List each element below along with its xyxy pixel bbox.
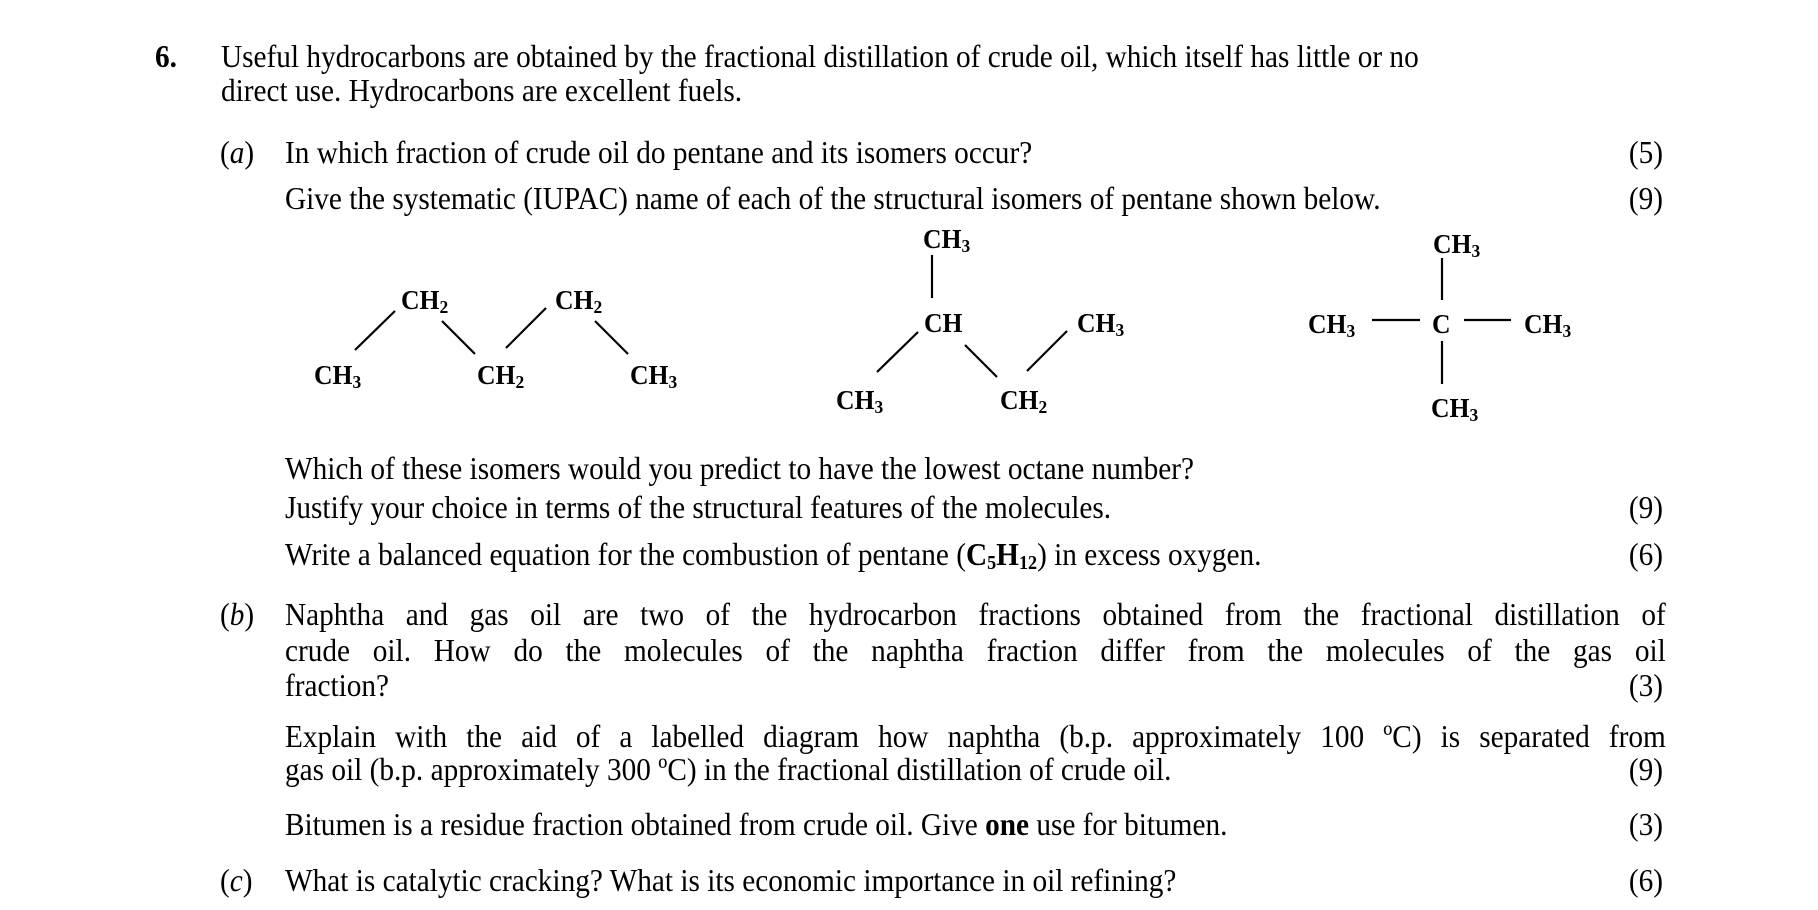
group-ch3-left: $CH_3$ (1308, 309, 1356, 342)
group-ch3-bottom-left: $CH_3$ (836, 385, 884, 418)
paren-close: ) (242, 862, 253, 898)
paren-close: ) (244, 596, 255, 632)
pentane-formula: $C_5H_{12}$ (965, 536, 1038, 574)
part-b-q3-marks: (3) (1628, 806, 1663, 842)
intro-line-2: direct use. Hydrocarbons are excellent fuels. (221, 72, 743, 108)
part-a-question-2: Give the systematic (IUPAC) name of each of the structural isomers of pentane shown below. (285, 180, 1381, 216)
group-ch3-top: $CH_3$ (923, 224, 971, 257)
question-number: 6. (155, 38, 177, 74)
group-ch2-bottom: $CH_2$ (477, 360, 525, 393)
paren-open: ( (220, 134, 230, 170)
paren-close: ) (244, 134, 255, 170)
group-ch3-top: $CH_3$ (1433, 229, 1481, 262)
part-a-q3-marks: (9) (1628, 489, 1663, 525)
part-a-question-3-line-2: Justify your choice in terms of the structural features of the molecules. (285, 489, 1112, 525)
group-ch2-top-2: $CH_2$ (555, 285, 603, 318)
part-b-question-1-line-2: crude oil. How do the molecules of the naphtha fraction differ from the molecules of the gas oil (285, 632, 1666, 668)
part-a-label (220, 136, 254, 168)
part-a-question-1: In which fraction of crude oil do pentane and its isomers occur? (285, 134, 1033, 170)
part-letter: c (229, 862, 243, 898)
part-letter: b (229, 596, 245, 632)
q4-text-post: ) in excess oxygen. (1037, 536, 1262, 572)
part-b-label (220, 598, 254, 630)
intro-line-1: Useful hydrocarbons are obtained by the fractional distillation of crude oil, which itself has little or no (221, 38, 1419, 74)
part-b-q1-marks: (3) (1628, 667, 1663, 703)
group-ch3-right: $CH_3$ (1524, 309, 1572, 342)
group-ch3-left: $CH_3$ (314, 360, 362, 393)
q4-text-pre: Write a balanced equation for the combustion of pentane ( (285, 536, 966, 572)
part-a-question-3-line-1: Which of these isomers would you predict to have the lowest octane number? (285, 450, 1195, 486)
part-c-label (220, 864, 252, 896)
group-ch-center: CH (924, 308, 963, 338)
part-b-question-2-line-1: Explain with the aid of a labelled diagram how naphtha (b.p. approximately 100 ºC) is separated from (285, 718, 1666, 754)
part-a-q1-marks: (5) (1628, 134, 1663, 170)
paren-open: ( (220, 596, 230, 632)
part-a-question-4 (285, 536, 1262, 574)
group-ch3-right: $CH_3$ (1077, 308, 1125, 341)
part-c-q1-marks: (6) (1628, 862, 1663, 898)
part-c-question-1: What is catalytic cracking? What is its economic importance in oil refining? (285, 862, 1177, 898)
paren-open: ( (220, 862, 230, 898)
group-ch3-right: $CH_3$ (630, 360, 678, 393)
group-ch2-bottom: $CH_2$ (1000, 385, 1048, 418)
part-b-question-3 (285, 808, 1227, 840)
group-ch3-bottom: $CH_3$ (1431, 393, 1479, 426)
part-b-question-2-line-2: gas oil (b.p. approximately 300 ºC) in the fractional distillation of crude oil. (285, 751, 1172, 787)
part-a-q4-marks: (6) (1628, 536, 1663, 572)
group-c-center: C (1432, 309, 1451, 339)
part-b-question-1-line-3: fraction? (285, 667, 390, 703)
group-ch2-top-1: $CH_2$ (401, 285, 449, 318)
part-letter: a (229, 134, 245, 170)
part-a-q2-marks: (9) (1628, 180, 1663, 216)
part-b-question-1-line-1: Naphtha and gas oil are two of the hydrocarbon fractions obtained from the fractional distillation of (285, 596, 1666, 632)
q3-text-post: use for bitumen. (1028, 806, 1228, 842)
part-b-q2-marks: (9) (1628, 751, 1663, 787)
q3-text-pre: Bitumen is a residue fraction obtained from crude oil. Give (285, 806, 986, 842)
emphasis-one: one (985, 806, 1029, 842)
